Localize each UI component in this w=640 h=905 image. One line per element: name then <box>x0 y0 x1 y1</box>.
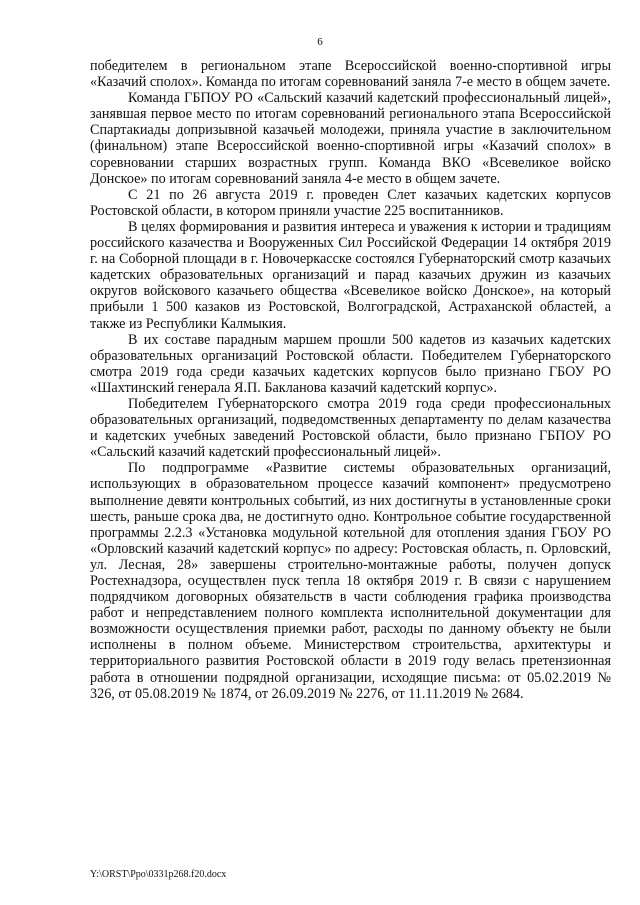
page-number: 6 <box>317 36 323 48</box>
paragraph-7: По подпрограмме «Развитие системы образовательных организаций, использующих в образовательном процессе казачий компонент» предусмотрено выполнение девяти контрольных событий, из них достигнуты в установленные сроки шесть, раньше срока два, не достигнуто одно. Контрольное событие государственной программы 2.2.3 «Установка модульной котельной для отопления здания ГБОУ РО «Орловский казачий кадетский корпус» по адресу: Ростовская область, п. Орловский, ул. Лесная, 28» завершены строительно-монтажные работы, получен допуск Ростехнадзора, осуществлен пуск тепла 18 октября 2019 г. В связи с нарушением подрядчиком договорных обязательств в части соблюдения графика производства работ и непредставлением полного комплекта исполнительной документации для возможности осуществления приемки работ, расходы по данному объекту не были исполнены в полном объеме. Министерством строительства, архитектуры и территориального развития Ростовской области в 2019 году велась претензионная работа в отношении подрядной организации, исходящие письма: от 05.02.2019 № 326, от 05.08.2019 № 1874, от 26.09.2019 № 2276, от 11.11.2019 № 2684. <box>90 460 611 702</box>
paragraph-6: Победителем Губернаторского смотра 2019 года среди профессиональных образовательных организаций, подведомственных департаменту по делам казачества и кадетских учебных заведений Ростовской области, было признано ГБПОУ РО «Сальский казачий кадетский профессиональный лицей». <box>90 395 611 461</box>
paragraph-5: В их составе парадным маршем прошли 500 кадетов из казачьих кадетских образовательных организаций Ростовской области. Победителем Губернаторского смотра 2019 года среди казачьих кадетских корпусов было признано ГБОУ РО «Шахтинский генерала Я.П. Бакланова казачий кадетский корпус». <box>90 331 611 396</box>
paragraph-2: Команда ГБПОУ РО «Сальский казачий кадетский профессиональный лицей», занявшая первое место по итогам соревнований регионального этапа Всероссийской Спартакиады допризывной казачьей молодежи, приняла участие в заключительном (финальном) этапе Всероссийской военно-спортивной игры «Казачий сполох» в соревновании старших возрастных групп. Команда ВКО «Всевеликое войско Донское» по итогам соревнований заняла 4-е место в общем зачете. <box>90 90 611 187</box>
paragraph-3: С 21 по 26 августа 2019 г. проведен Слет казачьих кадетских корпусов Ростовской области, в котором приняли участие 225 воспитанников. <box>90 186 611 219</box>
file-path-footer: Y:\ORST\Ppo\0331p268.f20.docx <box>90 869 227 880</box>
paragraph-1: победителем в региональном этапе Всероссийской военно-спортивной игры «Казачий сполох». Команда по итогам соревнований заняла 7-е место в общем зачете. <box>90 58 611 91</box>
paragraph-4: В целях формирования и развития интереса и уважения к истории и традициям российского казачества и Вооруженных Сил Российской Федерации 14 октября 2019 г. на Соборной площади в г. Новочеркасске состоялся Губернаторский смотр казачьих кадетских образовательных организаций и парад казачьих дружин из казачьих округов войскового казачьего общества «Всевеликое войско Донское», на который прибыли 1 500 казаков из Ростовской, Волгоградской, Астраханской областей, а также из Республики Калмыкия. <box>90 218 611 332</box>
document-body <box>90 58 611 702</box>
